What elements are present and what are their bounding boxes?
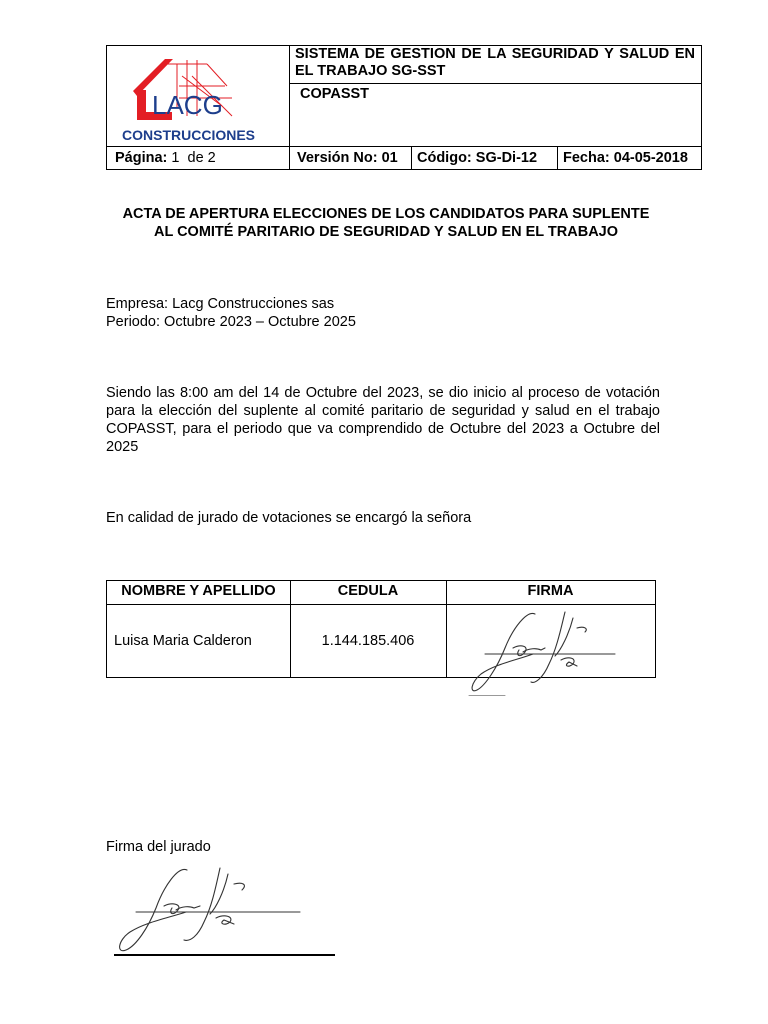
title-line-1: ACTA DE APERTURA ELECCIONES DE LOS CANDIDATOS PARA SUPLENTE [122,206,650,222]
header-signature: FIRMA [527,583,574,599]
date: Fecha: 04-05-2018 [563,150,688,166]
code-cell [411,147,558,169]
company-line: Empresa: Lacg Construcciones sas [106,296,335,312]
subtitle: COPASST [300,86,370,102]
signature-label: Firma del jurado [106,839,211,855]
logo-sub-text: CONSTRUCCIONES [122,127,256,143]
jury-table-header [107,581,655,605]
subtitle-cell [289,83,701,146]
document-header [106,45,702,170]
jury-footer-signature-image [112,862,312,958]
version: Versión No: 01 [297,150,398,166]
jury-name-cell [107,604,291,677]
body-paragraph: Siendo las 8:00 am del 14 de Octubre del 2023, se dio inicio al proceso de votación para la elección del suplente al comité paritario de seguridad y salud en el trabajo COPASST, para el periodo que va comprendido de Octubre del 2023 a Octubre del 2025 [106,385,660,455]
signature-line [114,954,335,956]
jury-id: 1.144.185.406 [321,633,415,649]
page-cell [107,147,290,169]
company-logo [107,46,289,146]
page-label: Página: [115,150,168,166]
jury-intro: En calidad de jurado de votaciones se encargó la señora [106,510,472,526]
jury-id-cell [290,604,447,677]
jury-signature-image [465,608,625,696]
header-name: NOMBRE Y APELLIDO [107,581,291,604]
date-cell [557,147,701,169]
document-title [106,205,666,241]
version-cell [289,147,412,169]
header-id: CEDULA [290,581,447,604]
page-value: 1 de 2 [167,150,216,166]
jury-name: Luisa Maria Calderon [114,633,252,649]
code: Código: SG-Di-12 [417,150,538,166]
logo-brand-text: LACG [152,90,223,120]
header-info-row [107,146,701,169]
title-line-2: AL COMITÉ PARITARIO DE SEGURIDAD Y SALUD EN EL TRABAJO [153,224,619,240]
period-line: Periodo: Octubre 2023 – Octubre 2025 [106,314,356,330]
logo-cell [107,46,290,146]
system-title-cell [289,46,701,84]
system-title: SISTEMA DE GESTION DE LA SEGURIDAD Y SALUD EN EL TRABAJO SG-SST [295,46,695,79]
